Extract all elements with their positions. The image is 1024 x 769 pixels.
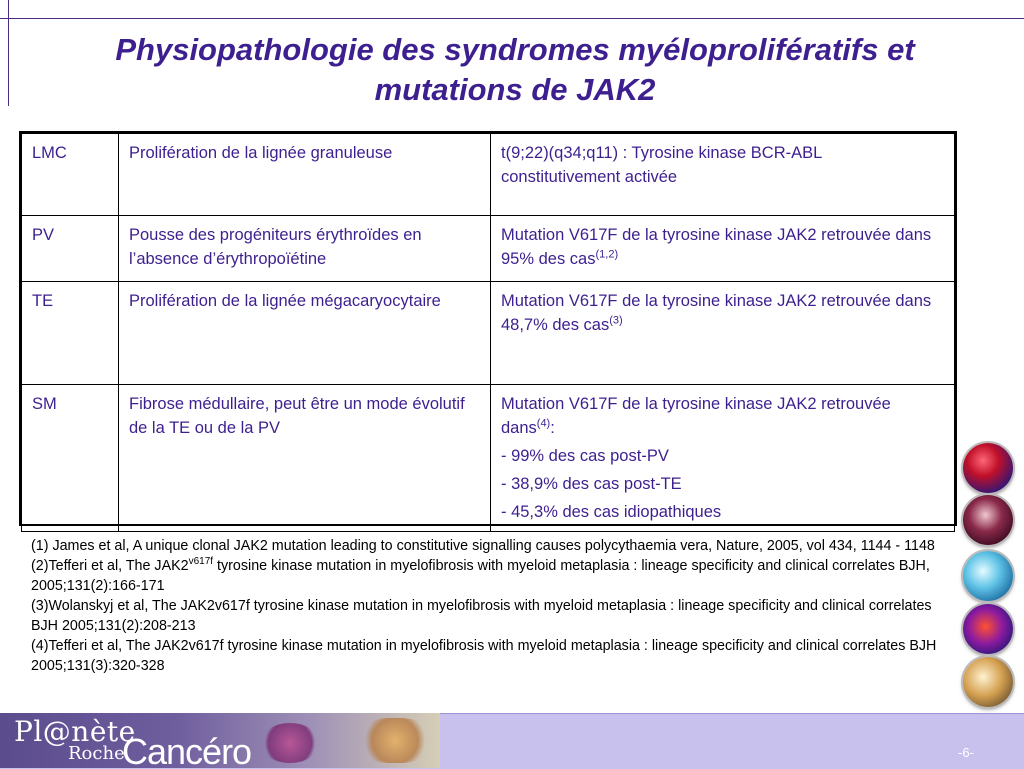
reference-superscript: (1,2) <box>595 248 619 261</box>
subline-item: - 45,3% des cas idiopathiques <box>501 503 722 521</box>
reference-superscript: (3) <box>609 314 623 327</box>
table-cell-code: LMC <box>22 134 119 216</box>
orb-image-4 <box>963 604 1013 654</box>
reference-2 <box>31 556 943 596</box>
table-cell-description: Pousse des progéniteurs érythroïdes en l’absence d’érythropoïétine <box>119 216 491 282</box>
logo-decoration-icon <box>360 718 430 763</box>
table-row <box>22 282 955 385</box>
subline-item: - 99% des cas post-PV <box>501 447 669 465</box>
table-cell-code: SM <box>22 385 119 532</box>
logo-text-roche: Roche <box>68 743 125 764</box>
subline-item: - 38,9% des cas post-TE <box>501 475 682 493</box>
orb-image-3 <box>963 551 1013 601</box>
mechanism-text: Mutation V617F de la tyrosine kinase JAK2 retrouvée dans 48,7% des cas <box>501 292 932 334</box>
reference-2-text: (2)Tefferi et al, The JAK2 <box>31 558 189 574</box>
logo-text-planete: Pl@nète <box>14 715 136 748</box>
orb-image-1 <box>963 443 1013 493</box>
mechanism-text: Mutation V617F de la tyrosine kinase JAK2 retrouvée dans 95% des cas <box>501 226 932 268</box>
reference-2-superscript: v617f <box>188 556 214 568</box>
table-cell-description: Fibrose médullaire, peut être un mode évolutif de la TE ou de la PV <box>119 385 491 532</box>
table-cell-description: Prolifération de la lignée mégacaryocytaire <box>119 282 491 385</box>
mechanism-text: Mutation V617F de la tyrosine kinase JAK2 retrouvée dans <box>501 395 891 437</box>
syndromes-table <box>19 131 957 526</box>
references-block <box>31 536 943 676</box>
reference-3: (3)Wolanskyj et al, The JAK2v617f tyrosine kinase mutation in myelofibrosis with myeloid metaplasia : lineage specificity and clinical correlates BJH 2005;131(2):208-213 <box>31 598 932 634</box>
logo-text-cancero: Cancéro <box>122 731 252 768</box>
logo-decoration-icon <box>260 723 320 763</box>
slide-title: Physiopathologie des syndromes myéloprolifératifs et mutations de JAK2 <box>115 32 915 107</box>
reference-2-text-end: tyrosine kinase mutation in myelofibrosis with myeloid metaplasia : lineage specificity and clinical correlates BJH, 2005;131(2):166-171 <box>31 558 930 594</box>
table-cell-mechanism <box>491 216 955 282</box>
page-number: -6- <box>958 745 974 760</box>
table-cell-mechanism <box>491 282 955 385</box>
table-cell-description: Prolifération de la lignée granuleuse <box>119 134 491 216</box>
table-cell-mechanism: t(9;22)(q34;q11) : Tyrosine kinase BCR-ABL constitutivement activée <box>491 134 955 216</box>
reference-4: (4)Tefferi et al, The JAK2v617f tyrosine kinase mutation in myelofibrosis with myeloid metaplasia : lineage specificity and clinical correlates BJH 2005;131(3):320-328 <box>31 638 937 674</box>
table-row <box>22 385 955 532</box>
title-rule-horizontal <box>0 18 1024 19</box>
table-cell-mechanism <box>491 385 955 532</box>
reference-superscript: (4) <box>536 417 551 430</box>
table-row <box>22 134 955 216</box>
table-cell-code: TE <box>22 282 119 385</box>
title-rule-vertical <box>8 0 9 106</box>
orb-image-2 <box>963 495 1013 545</box>
footer-logo <box>0 713 440 768</box>
table-cell-code: PV <box>22 216 119 282</box>
mechanism-suffix: : <box>550 419 555 437</box>
reference-1: (1) James et al, A unique clonal JAK2 mutation leading to constitutive signalling causes polycythaemia vera, Nature, 2005, vol 434, 1144 - 1148 <box>31 538 935 554</box>
orb-image-5 <box>963 657 1013 707</box>
table-row <box>22 216 955 282</box>
